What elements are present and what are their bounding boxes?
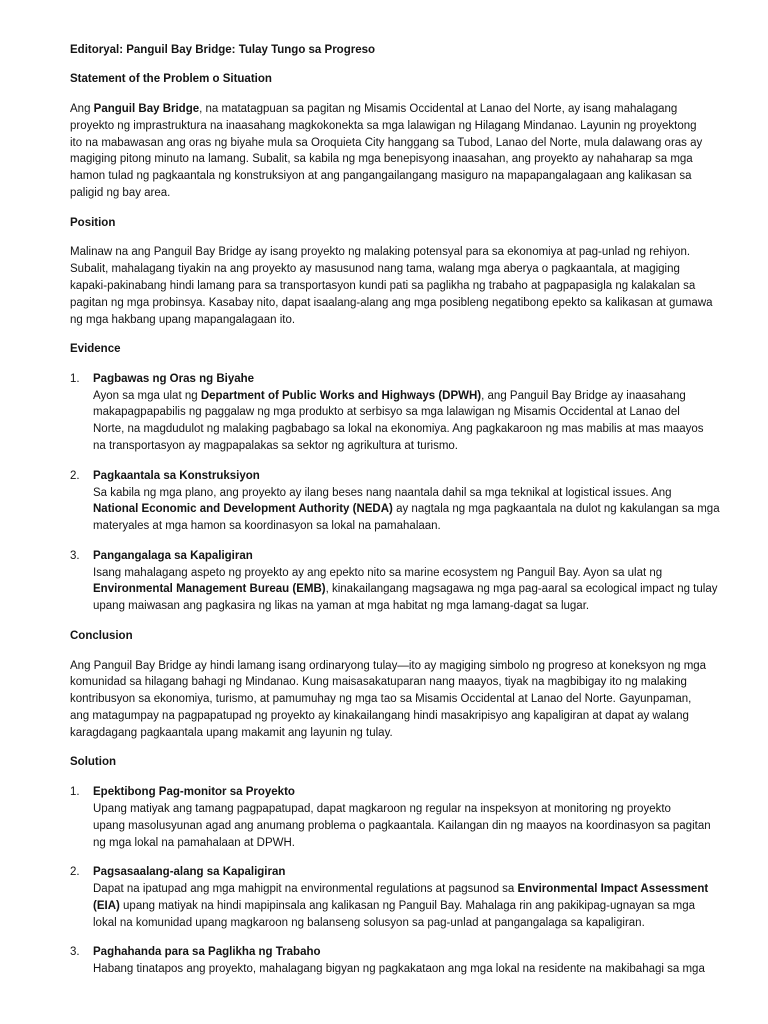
evidence-item-title: Pagbawas ng Oras ng Biyahe [93,372,255,385]
solution-text-part: Dapat na ipatupad ang mga mahigpit na environmental regulations at pagsunod sa [93,883,518,896]
problem-bold-term: Panguil Bay Bridge [93,102,200,115]
problem-paragraph [70,101,744,202]
evidence-text-part: Sa kabila ng mga plano, ang proyekto ay ilang beses nang naantala dahil sa mga teknikal at logistical issues. Ang [93,486,672,499]
solution-bold-term: Environmental Impact Assessment (EIA) [93,883,709,912]
solution-item-text: Habang tinatapos ang proyekto, mahalagang bigyan ng pagkakataon ang mga lokal na residente na makibahagi sa mga [93,963,705,976]
solution-item-body [93,784,744,851]
evidence-item [70,468,744,535]
evidence-text-part: , kinakailangang magsagawa ng mga pag-aaral sa ecological impact ng tulay upang maiwasan ang pagkasira ng likas na yaman at mga habitat ng mga lamang-dagat sa lugar. [93,583,718,613]
solution-item-body [93,864,744,931]
solution-item-title: Paghahanda para sa Paglikha ng Trabaho [93,946,321,959]
evidence-text-part: , ang Panguil Bay Bridge ay inaasahang makapagpapabilis ng paggalaw ng mga produkto at serbisyo sa mga lalawigan ng Misamis Occidental at Lanao del Norte, na magdudulot ng malaking pagbabago sa lokal na ekonomiya. Ang pagkakaroon ng mas mabilis at mas maayos na transportasyon ay magpapalakas sa sektor ng agrikultura at turismo. [93,389,704,453]
evidence-item-body [93,371,744,455]
section-heading-position: Position [70,216,116,229]
list-number: 1. [70,786,80,799]
list-number: 2. [70,866,80,879]
solution-item [70,944,744,978]
list-number: 3. [70,549,80,562]
evidence-item-text [93,565,744,615]
solution-item-text: Upang matiyak ang tamang pagpapatupad, dapat magkaroon ng regular na inspeksyon at monitoring ng proyekto upang masolusyunan agad ang anumang problema o pagkaantala. Kailangan din ng maayos na koordinasyon sa pagitan ng mga lokal na pamahalaan at DPWH. [93,802,711,849]
list-number: 1. [70,372,80,385]
list-number: 3. [70,946,80,959]
solution-text-part: upang matiyak na hindi mapipinsala ang kalikasan ng Panguil Bay. Mahalaga rin ang pakikipag-ugnayan sa mga lokal na komunidad upang magkaroon ng balanseng solusyon sa pag-unlad at pangangalaga sa kapaligiran. [93,899,696,929]
document-title: Editoryal: Panguil Bay Bridge: Tulay Tungo sa Progreso [70,43,376,56]
evidence-bold-term: National Economic and Development Authority (NEDA) [93,503,393,516]
solution-item-text [93,881,744,931]
list-number: 2. [70,469,80,482]
evidence-bold-term: Department of Public Works and Highways (DPWH) [200,389,482,402]
evidence-text-part: Ayon sa mga ulat ng [93,389,201,402]
section-heading-problem: Statement of the Problem o Situation [70,73,272,86]
evidence-bold-term: Environmental Management Bureau (EMB) [93,583,326,596]
evidence-item-title: Pangangalaga sa Kapaligiran [93,549,253,562]
section-heading-evidence: Evidence [70,343,121,356]
evidence-item [70,371,744,455]
problem-text-part: , na matatagpuan sa pagitan ng Misamis Occidental at Lanao del Norte, ay isang mahalagang proyekto ng imprastruktura na inaasahang magkokonekta sa mga lalawigan ng Hilagang Mindanao. Layunin ng proyektong ito na mabawasan ang oras ng biyahe mula sa Oroquieta City hanggang sa Tubod, Lanao del Norte, mula dalawang oras ay magiging pitong minuto na lamang. Subalit, sa kabila ng mga benepisyong inaasahan, ang proyekto ay nahaharap sa mga hamon tulad ng pagkaantala ng konstruksiyon at ang pangangailangang masiguro na mapapangalagaan ang kalikasan sa paligid ng bay area. [70,102,703,199]
solution-item-body [93,944,744,978]
evidence-item-text [93,388,744,455]
evidence-item-body [93,548,744,615]
evidence-item-body [93,468,744,535]
evidence-item-text [93,485,744,535]
evidence-item-title: Pagkaantala sa Konstruksiyon [93,469,260,482]
position-paragraph: Malinaw na ang Panguil Bay Bridge ay isang proyekto ng malaking potensyal para sa ekonomiya at pag-unlad ng rehiyon. Subalit, mahalagang tiyakin na ang proyekto ay masusunod nang tama, walang mga aberya o pagkaantala, at magiging kapaki-pakinabang hindi lamang para sa transportasyon kundi pati sa paglikha ng trabaho at pagpapasigla ng kalakalan sa pagitan ng mga probinsya. Kasabay nito, dapat isaalang-alang ang mga posibleng negatibong epekto sa kalikasan at gumawa ng mga hakbang upang mapangalagaan ito. [70,246,713,326]
section-heading-conclusion: Conclusion [70,629,133,642]
solution-item [70,864,744,931]
problem-text-part: Ang [70,102,94,115]
evidence-text-part: Isang mahalagang aspeto ng proyekto ay ang epekto nito sa marine ecosystem ng Panguil Bay. Ayon sa ulat ng [93,566,663,579]
conclusion-paragraph: Ang Panguil Bay Bridge ay hindi lamang isang ordinaryong tulay—ito ay magiging simbolo ng progreso at koneksyon ng mga komunidad sa hilagang bahagi ng Mindanao. Kung maisasakatuparan nang maayos, tiyak na magbibigay ito ng malaking kontribusyon sa ekonomiya, turismo, at pamumuhay ng mga tao sa Misamis Occidental at Lanao del Norte. Gayunpaman, ang matagumpay na pagpapatupad ng proyekto ay kinakailangang hindi masakripisyo ang kapaligiran at dapat ay walang karagdagang pagkaantala upang makamit ang layunin ng tulay. [70,659,707,739]
solution-item [70,784,744,851]
solution-item-title: Epektibong Pag-monitor sa Proyekto [93,786,295,799]
section-heading-solution: Solution [70,756,116,769]
evidence-item [70,548,744,615]
evidence-text-part: ay nagtala ng mga pagkaantala na dulot ng kakulangan sa mga materyales at mga hamon sa koordinasyon sa lokal na pamahalaan. [93,503,720,533]
solution-item-title: Pagsasaalang-alang sa Kapaligiran [93,866,286,879]
